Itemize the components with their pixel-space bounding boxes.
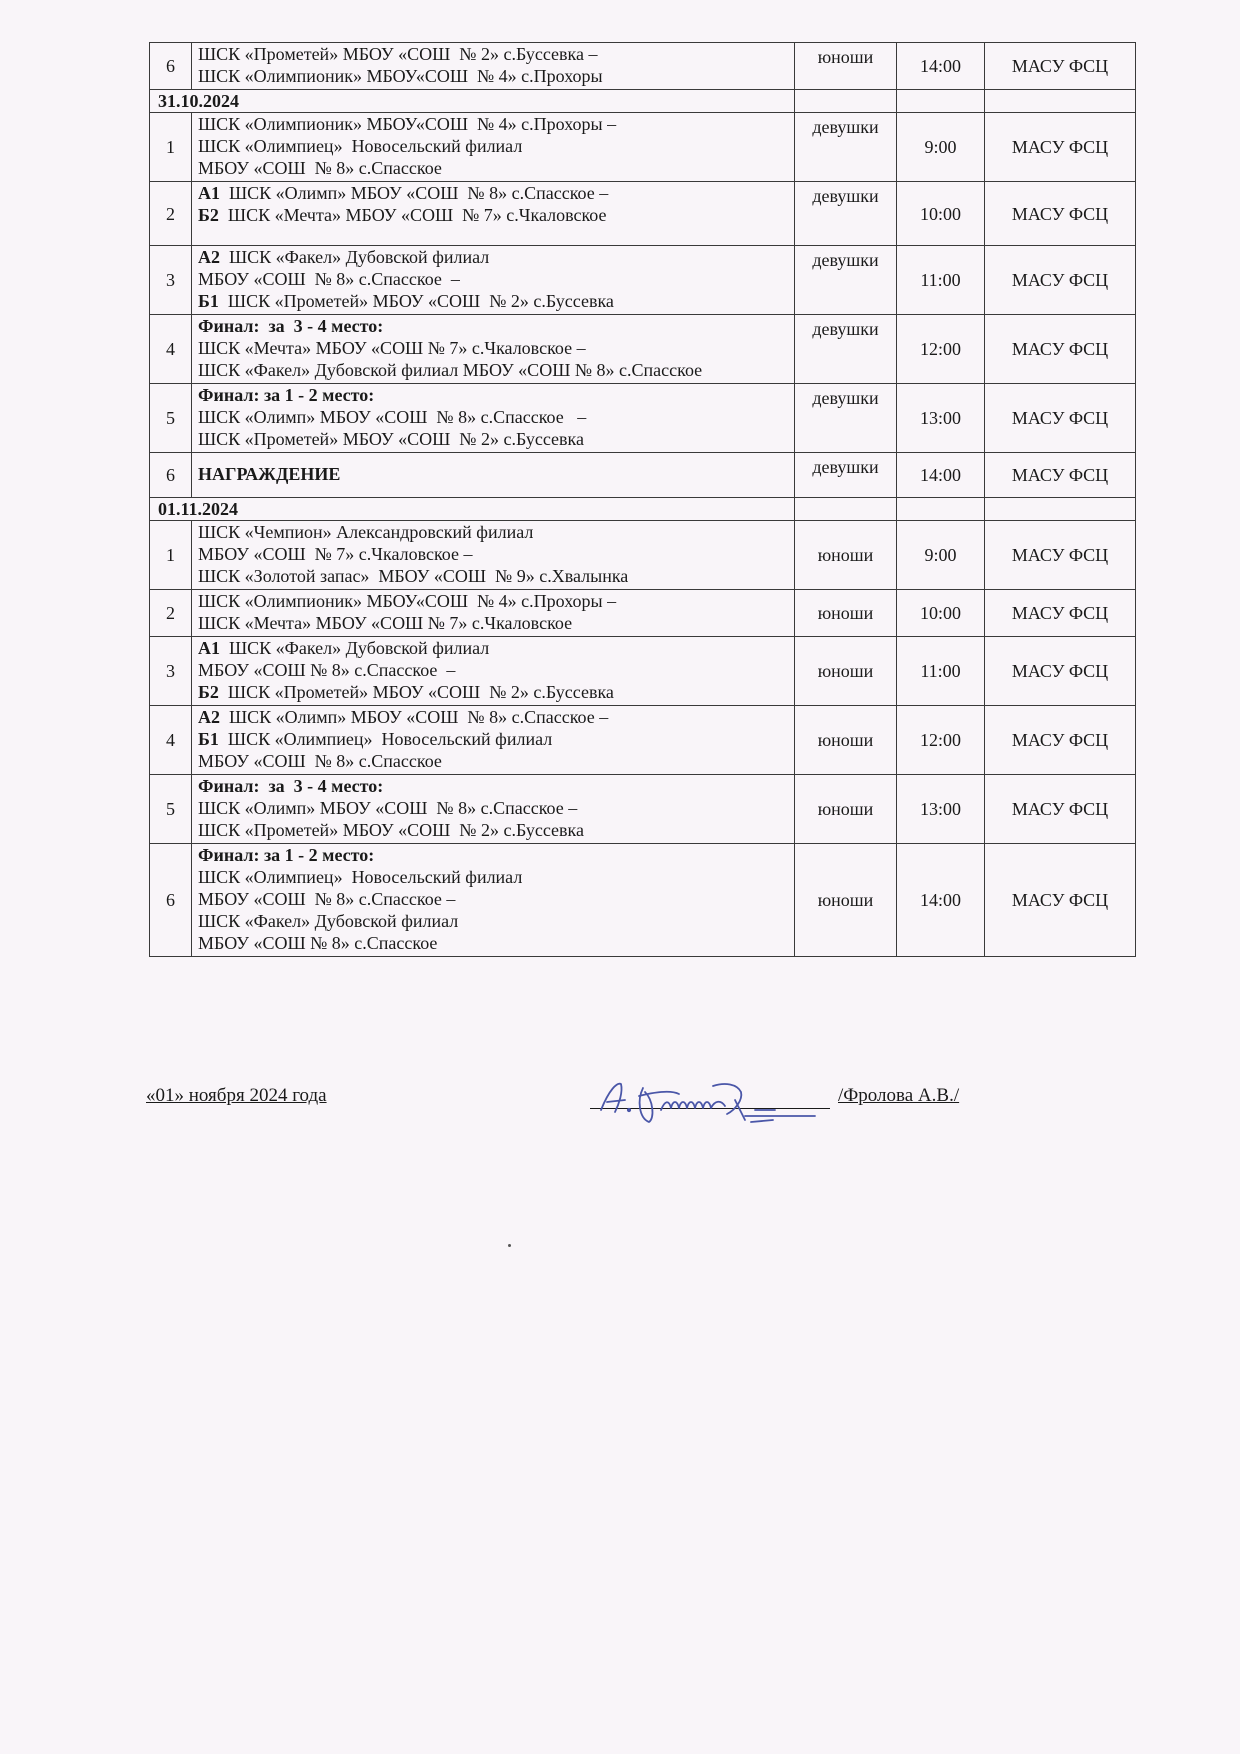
match-description: [192, 43, 795, 90]
team-text: ШСК «Олимпиец» Новосельский филиал: [218, 729, 553, 749]
team-text: ШСК «Прометей» МБОУ «СОШ № 2» с.Буссевка –: [198, 44, 598, 64]
table-row: [150, 182, 1136, 246]
description-line: [198, 157, 790, 179]
description-line: [198, 246, 790, 268]
bold-label: Финал: за 3 - 4 место:: [198, 776, 384, 796]
team-text: ШСК «Олимп» МБОУ «СОШ № 8» с.Спасское –: [198, 407, 587, 427]
description-line: [198, 135, 790, 157]
match-description: [192, 246, 795, 315]
table-row: [150, 315, 1136, 384]
empty-cell: [897, 498, 985, 521]
description-line: [198, 521, 790, 543]
table-row: [150, 844, 1136, 957]
bold-label: НАГРАЖДЕНИЕ: [198, 464, 341, 484]
date-cell: [150, 498, 795, 521]
venue-cell: МАСУ ФСЦ: [985, 706, 1136, 775]
venue-cell: МАСУ ФСЦ: [985, 43, 1136, 90]
description-line: [198, 315, 790, 337]
match-description: [192, 453, 795, 498]
category-cell: девушки: [795, 246, 897, 315]
category-cell: девушки: [795, 384, 897, 453]
match-description: [192, 182, 795, 246]
description-line: [198, 204, 790, 226]
empty-cell: [985, 498, 1136, 521]
time-cell: 14:00: [897, 43, 985, 90]
time-cell: 12:00: [897, 315, 985, 384]
table-row: [150, 590, 1136, 637]
description-line: [198, 384, 790, 406]
category-cell: девушки: [795, 453, 897, 498]
match-number: 5: [150, 384, 192, 453]
match-number: 2: [150, 182, 192, 246]
team-text: МБОУ «СОШ № 8» с.Спасское –: [198, 660, 456, 680]
date-row: [150, 90, 1136, 113]
venue-cell: МАСУ ФСЦ: [985, 315, 1136, 384]
table-row: [150, 43, 1136, 90]
bold-label: Финал: за 1 - 2 место:: [198, 845, 375, 865]
match-number: 5: [150, 775, 192, 844]
description-line: [198, 866, 790, 888]
description-line: [198, 706, 790, 728]
time-cell: 9:00: [897, 521, 985, 590]
description-line: [198, 565, 790, 587]
venue-cell: МАСУ ФСЦ: [985, 590, 1136, 637]
description-line: [198, 43, 790, 65]
team-text: ШСК «Олимпиец» Новосельский филиал: [198, 136, 523, 156]
description-line: [198, 406, 790, 428]
team-text: ШСК «Факел» Дубовской филиал: [220, 638, 490, 658]
team-text: ШСК «Олимпиец» Новосельский филиал: [198, 867, 523, 887]
category-cell: девушки: [795, 113, 897, 182]
description-line: [198, 359, 790, 381]
description-line: [198, 65, 790, 87]
venue-cell: МАСУ ФСЦ: [985, 844, 1136, 957]
bold-label: Б1: [198, 729, 219, 749]
category-cell: юноши: [795, 590, 897, 637]
category-cell: юноши: [795, 43, 897, 90]
description-line: [198, 797, 790, 819]
team-text: ШСК «Факел» Дубовской филиал: [220, 247, 490, 267]
team-text: ШСК «Олимп» МБОУ «СОШ № 8» с.Спасское –: [220, 183, 609, 203]
empty-cell: [897, 90, 985, 113]
venue-cell: МАСУ ФСЦ: [985, 521, 1136, 590]
signatory-name: /Фролова А.В./: [838, 1085, 960, 1106]
team-text: МБОУ «СОШ № 8» с.Спасское: [198, 158, 442, 178]
match-description: [192, 384, 795, 453]
venue-cell: МАСУ ФСЦ: [985, 182, 1136, 246]
description-line: [198, 113, 790, 135]
bold-label: А1: [198, 638, 220, 658]
description-line: [198, 268, 790, 290]
match-number: 6: [150, 844, 192, 957]
bold-label: А2: [198, 247, 220, 267]
time-cell: 13:00: [897, 775, 985, 844]
description-line: [198, 775, 790, 797]
description-line: [198, 819, 790, 841]
category-cell: юноши: [795, 775, 897, 844]
venue-cell: МАСУ ФСЦ: [985, 246, 1136, 315]
description-line: [198, 463, 790, 485]
team-text: ШСК «Олимпионик» МБОУ«СОШ № 4» с.Прохоры –: [198, 114, 617, 134]
team-text: ШСК «Олимп» МБОУ «СОШ № 8» с.Спасское –: [198, 798, 578, 818]
match-number: 2: [150, 590, 192, 637]
match-description: [192, 521, 795, 590]
table-row: [150, 637, 1136, 706]
team-text: ШСК «Прометей» МБОУ «СОШ № 2» с.Буссевка: [218, 682, 614, 702]
team-text: ШСК «Золотой запас» МБОУ «СОШ № 9» с.Хвалынка: [198, 566, 629, 586]
description-line: [198, 659, 790, 681]
description-line: [198, 681, 790, 703]
description-line: [198, 728, 790, 750]
time-cell: 11:00: [897, 246, 985, 315]
date-cell: [150, 90, 795, 113]
venue-cell: МАСУ ФСЦ: [985, 775, 1136, 844]
table-row: [150, 113, 1136, 182]
venue-cell: МАСУ ФСЦ: [985, 453, 1136, 498]
bold-label: А1: [198, 183, 220, 203]
signature-image: [595, 1070, 835, 1130]
match-description: [192, 775, 795, 844]
date-label: 31.10.2024: [158, 91, 239, 111]
category-cell: девушки: [795, 315, 897, 384]
match-description: [192, 844, 795, 957]
description-line: [198, 888, 790, 910]
team-text: ШСК «Олимп» МБОУ «СОШ № 8» с.Спасское –: [220, 707, 609, 727]
team-text: ШСК «Мечта» МБОУ «СОШ № 7» с.Чкаловское: [218, 205, 607, 225]
category-cell: юноши: [795, 637, 897, 706]
team-text: ШСК «Прометей» МБОУ «СОШ № 2» с.Буссевка: [198, 429, 585, 449]
bold-label: Б1: [198, 291, 219, 311]
description-line: [198, 428, 790, 450]
date-label: 01.11.2024: [158, 499, 239, 519]
match-number: 4: [150, 315, 192, 384]
match-description: [192, 113, 795, 182]
table-row: [150, 521, 1136, 590]
bold-label: Финал: за 3 - 4 место:: [198, 316, 384, 336]
description-line: [198, 844, 790, 866]
team-text: ШСК «Олимпионик» МБОУ«СОШ № 4» с.Прохоры –: [198, 591, 617, 611]
team-text: МБОУ «СОШ № 8» с.Спасское: [198, 751, 442, 771]
description-line: [198, 910, 790, 932]
description-line: [198, 290, 790, 312]
table-row: [150, 706, 1136, 775]
description-line: [198, 182, 790, 204]
schedule-body: [150, 43, 1136, 957]
description-line: [198, 590, 790, 612]
venue-cell: МАСУ ФСЦ: [985, 637, 1136, 706]
bold-label: Финал: за 1 - 2 место:: [198, 385, 375, 405]
time-cell: 14:00: [897, 844, 985, 957]
table-row: [150, 384, 1136, 453]
category-cell: девушки: [795, 182, 897, 246]
description-line: [198, 750, 790, 772]
empty-cell: [795, 90, 897, 113]
venue-cell: МАСУ ФСЦ: [985, 113, 1136, 182]
team-text: МБОУ «СОШ № 8» с.Спасское –: [198, 889, 456, 909]
table-row: [150, 246, 1136, 315]
description-line: [198, 637, 790, 659]
document-date: «01» ноября 2024 года: [146, 1085, 327, 1106]
match-description: [192, 706, 795, 775]
team-text: ШСК «Олимпионик» МБОУ«СОШ № 4» с.Прохоры: [198, 66, 603, 86]
description-line: [198, 932, 790, 954]
team-text: ШСК «Прометей» МБОУ «СОШ № 2» с.Буссевка: [218, 291, 614, 311]
date-row: [150, 498, 1136, 521]
table-row: [150, 775, 1136, 844]
category-cell: юноши: [795, 521, 897, 590]
match-number: 6: [150, 453, 192, 498]
time-cell: 12:00: [897, 706, 985, 775]
time-cell: 9:00: [897, 113, 985, 182]
team-text: МБОУ «СОШ № 8» с.Спасское –: [198, 269, 460, 289]
match-number: 6: [150, 43, 192, 90]
team-text: ШСК «Мечта» МБОУ «СОШ № 7» с.Чкаловское –: [198, 338, 586, 358]
team-text: ШСК «Факел» Дубовской филиал: [198, 911, 459, 931]
scan-speck: [508, 1244, 511, 1247]
time-cell: 10:00: [897, 590, 985, 637]
match-number: 4: [150, 706, 192, 775]
venue-cell: МАСУ ФСЦ: [985, 384, 1136, 453]
time-cell: 10:00: [897, 182, 985, 246]
bold-label: Б2: [198, 682, 219, 702]
time-cell: 14:00: [897, 453, 985, 498]
team-text: ШСК «Прометей» МБОУ «СОШ № 2» с.Буссевка: [198, 820, 585, 840]
match-number: 1: [150, 521, 192, 590]
team-text: МБОУ «СОШ № 8» с.Спасское: [198, 933, 438, 953]
schedule-table: [149, 42, 1136, 957]
time-cell: 11:00: [897, 637, 985, 706]
match-description: [192, 315, 795, 384]
team-text: ШСК «Мечта» МБОУ «СОШ № 7» с.Чкаловское: [198, 613, 573, 633]
empty-cell: [985, 90, 1136, 113]
match-number: 1: [150, 113, 192, 182]
team-text: ШСК «Факел» Дубовской филиал МБОУ «СОШ № 8» с.Спасское: [198, 360, 703, 380]
empty-cell: [795, 498, 897, 521]
description-line: [198, 612, 790, 634]
category-cell: юноши: [795, 706, 897, 775]
description-line: [198, 543, 790, 565]
match-number: 3: [150, 637, 192, 706]
match-description: [192, 590, 795, 637]
table-row: [150, 453, 1136, 498]
match-description: [192, 637, 795, 706]
category-cell: юноши: [795, 844, 897, 957]
team-text: ШСК «Чемпион» Александровский филиал: [198, 522, 534, 542]
bold-label: Б2: [198, 205, 219, 225]
bold-label: А2: [198, 707, 220, 727]
match-number: 3: [150, 246, 192, 315]
description-line: [198, 337, 790, 359]
time-cell: 13:00: [897, 384, 985, 453]
team-text: МБОУ «СОШ № 7» с.Чкаловское –: [198, 544, 473, 564]
